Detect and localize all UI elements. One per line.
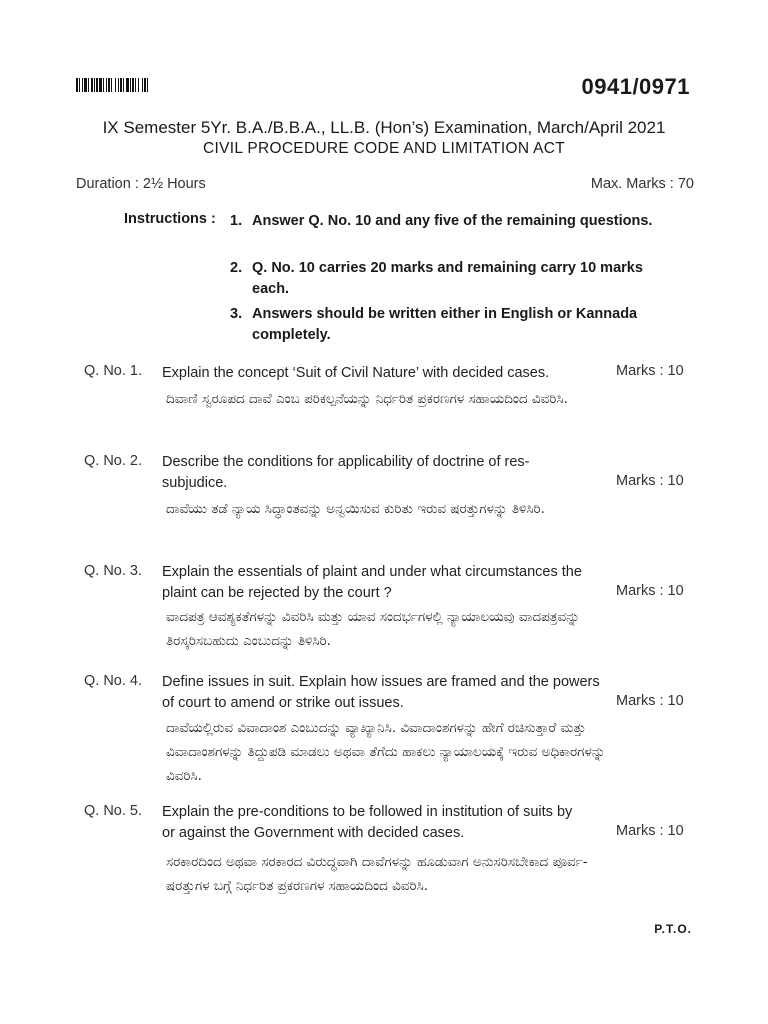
- question-marks: Marks : 10: [616, 823, 684, 839]
- max-marks: Max. Marks : 70: [590, 176, 694, 192]
- question-text: Explain the essentials of plaint and under what circumstances the plaint can be rejected by the court ?: [162, 564, 582, 601]
- question-marks: Marks : 10: [616, 473, 684, 489]
- question-text-kannada: ದಿವಾಣಿ ಸ್ವರೂಪದ ದಾವೆ ಎಂಬ ಪರಿಕಲ್ಪನೆಯನ್ನು ನಿರ್ಧರಿತ ಪ್ರಕರಣಗಳ ಸಹಾಯದಿಂದ ವಿವರಿಸಿ.: [166, 391, 568, 407]
- instruction-text: Answer Q. No. 10 and any five of the remaining questions.: [252, 213, 653, 229]
- instruction-text: Answers should be written either in English or Kannada completely.: [252, 306, 638, 343]
- question-text-kannada: ವಾದಪತ್ರ ಆವಶ್ಯಕತೆಗಳನ್ನು ವಿವರಿಸಿ ಮತ್ತು ಯಾವ ಸಂದರ್ಭಗಳಲ್ಲಿ ನ್ಯಾಯಾಲಯವು ವಾದಪತ್ರವನ್ನು ತಿರಸ್ಕರಿಸಬಹುದು ಎಂಬುದನ್ನು ತಿಳಿಸಿರಿ.: [166, 609, 580, 649]
- duration: Duration : 2½ Hours: [76, 176, 206, 192]
- question-text: Explain the concept ‘Suit of Civil Nature’ with decided cases.: [162, 365, 550, 381]
- pto-label: P.T.O.: [654, 922, 692, 936]
- instruction-item: [230, 258, 670, 300]
- question-text: Define issues in suit. Explain how issues are framed and the powers of court to amend or strike out issues.: [162, 674, 600, 711]
- paper-code: 0941/0971: [581, 74, 690, 99]
- question-marks: Marks : 10: [616, 583, 684, 599]
- question-text: Explain the pre-conditions to be followed in institution of suits by or against the Government with decided cases.: [162, 804, 573, 841]
- question-text-kannada: ಸರಕಾರದಿಂದ ಅಥವಾ ಸರಕಾರದ ವಿರುದ್ಧವಾಗಿ ದಾವೆಗಳನ್ನು ಹೂಡುವಾಗ ಅನುಸರಿಸಬೇಕಾದ ಪೂರ್ವ-ಷರತ್ತುಗಳ ಬಗ್ಗೆ ನಿರ್ಧರಿತ ಪ್ರಕರಣಗಳ ಸಹಾಯದಿಂದ ವಿವರಿಸಿ.: [166, 854, 588, 894]
- question-number: Q. No. 2.: [84, 453, 143, 469]
- instruction-item: [230, 211, 670, 232]
- question-text-kannada: ದಾವೆಯು ತಡೆ ನ್ಯಾಯ ಸಿದ್ಧಾಂತವನ್ನು ಅನ್ವಯಿಸುವ ಕುರಿತು ಇರುವ ಷರತ್ತುಗಳನ್ನು ತಿಳಿಸಿರಿ.: [166, 501, 545, 517]
- instruction-item: [230, 304, 670, 346]
- barcode: [76, 78, 216, 92]
- question-number: Q. No. 1.: [84, 363, 143, 379]
- question-number: Q. No. 3.: [84, 563, 143, 579]
- question-number: Q. No. 4.: [84, 673, 143, 689]
- exam-title: IX Semester 5Yr. B.A./B.B.A., LL.B. (Hon’s) Examination, March/April 2021: [102, 118, 666, 137]
- barcode-bar: [148, 78, 150, 92]
- question-marks: Marks : 10: [616, 363, 684, 379]
- question-text: Describe the conditions for applicability of doctrine of res-subjudice.: [162, 454, 530, 491]
- question-text-kannada: ದಾವೆಯಲ್ಲಿರುವ ವಿವಾದಾಂಶ ಎಂಬುದನ್ನು ವ್ಯಾಖ್ಯಾನಿಸಿ. ವಿವಾದಾಂಶಗಳನ್ನು ಹೇಗೆ ರಚಿಸುತ್ತಾರೆ ಮತ್ತು ವಿವಾದಾಂಶಗಳನ್ನು ತಿದ್ದುಪಡಿ ಮಾಡಲು ಅಥವಾ ತೆಗೆದು ಹಾಕಲು ನ್ಯಾಯಾಲಯಕ್ಕೆ ಇರುವ ಅಧಿಕಾರಗಳನ್ನು ವಿವರಿಸಿ.: [166, 720, 606, 784]
- question-marks: Marks : 10: [616, 693, 684, 709]
- instructions-label: Instructions :: [124, 211, 216, 227]
- question-number: Q. No. 5.: [84, 803, 143, 819]
- subject-title: CIVIL PROCEDURE CODE AND LIMITATION ACT: [203, 140, 565, 157]
- instruction-number: 1.: [230, 213, 243, 229]
- instruction-text: Q. No. 10 carries 20 marks and remaining carry 10 marks each.: [252, 260, 643, 297]
- instruction-number: 3.: [230, 306, 243, 322]
- instruction-number: 2.: [230, 260, 243, 276]
